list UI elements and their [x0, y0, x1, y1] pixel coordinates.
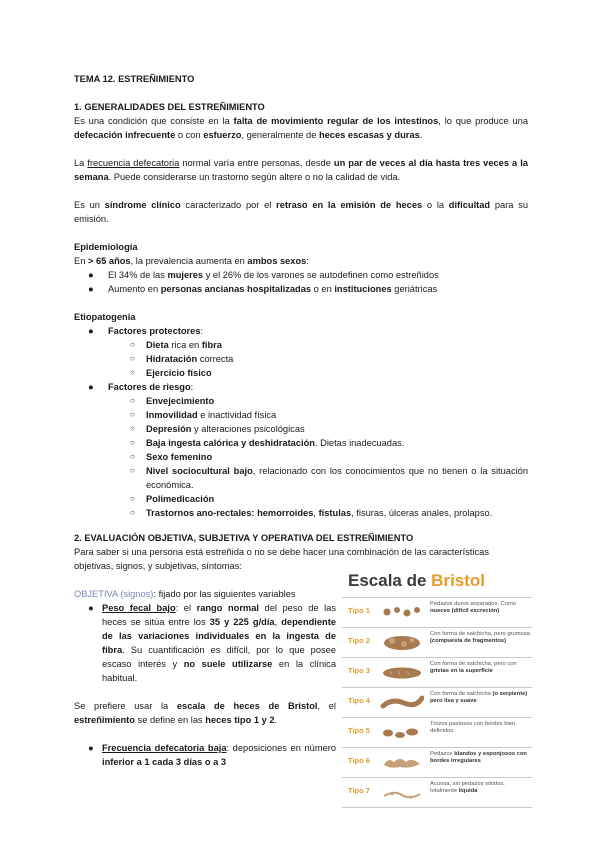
- bristol-type-label: Tipo 6: [348, 756, 370, 765]
- objective-signs: [74, 587, 336, 769]
- list-item: ○ Baja ingesta calórica y deshidratación. Dietas inadecuadas.: [130, 438, 405, 448]
- epidemiology-section: [74, 240, 528, 296]
- s1-paragraph-3: Es un síndrome clínico caracterizado por el retraso en la emisión de heces o la dificultad para su emisión.: [74, 200, 528, 224]
- bristol-row: [342, 597, 532, 627]
- bristol-type-description: Con forma de salchicha, pero con grietas en la superficie: [430, 661, 517, 674]
- epidemiology-intro: En > 65 años, la prevalencia aumenta en ambos sexos:: [74, 256, 309, 266]
- section-2-heading: 2. EVALUACIÓN OBJETIVA, SUBJETIVA Y OPERATIVA DEL ESTREÑIMIENTO: [74, 533, 414, 543]
- stool-type-icon: [380, 632, 424, 652]
- list-item: ● Factores protectores:: [88, 326, 204, 336]
- list-item: ○ Envejecimiento: [130, 396, 215, 406]
- list-item: ○ Hidratación correcta: [130, 354, 234, 364]
- list-item: ● Frecuencia defecatoria baja: deposiciones en número inferior a 1 cada 3 días o a 3: [88, 743, 337, 767]
- section-1-heading: 1. GENERALIDADES DEL ESTREÑIMIENTO: [74, 102, 265, 112]
- list-item: ● Factores de riesgo:: [88, 382, 194, 392]
- list-item: ● Aumento en personas ancianas hospitalizadas o en instituciones geriátricas: [88, 284, 438, 294]
- bristol-type-description: Con forma de salchicha (o serpiente) pero lisa y suave: [430, 691, 528, 704]
- list-item: ○ Sexo femenino: [130, 452, 213, 462]
- bristol-scale-figure: [342, 571, 532, 803]
- bristol-row: [342, 747, 532, 777]
- s1-paragraph-2: La frecuencia defecatoria normal varía entre personas, desde un par de veces al día hasta tres veces a la semana. Puede considerarse un trastorno según altere o no la calidad de vida.: [74, 158, 528, 182]
- list-item: ○ Dieta rica en fibra: [130, 340, 222, 350]
- bristol-type-label: Tipo 4: [348, 696, 370, 705]
- bristol-row: [342, 627, 532, 657]
- bristol-preference: Se prefiere usar la escala de heces de Bristol, el estreñimiento se define en las heces tipo 1 y 2.: [74, 701, 336, 725]
- bristol-row: [342, 777, 532, 808]
- list-item: ○ Polimedicación: [130, 494, 215, 504]
- bristol-title: Escala de Bristol: [348, 571, 486, 590]
- bristol-type-label: Tipo 1: [348, 606, 370, 615]
- bristol-type-description: Acuosa, sin pedazos sólidos, totalmente líquida: [430, 781, 505, 794]
- list-item: ○ Nivel sociocultural bajo, relacionado con los conocimientos que no tienen o la situación económica.: [130, 466, 528, 490]
- stool-type-icon: [380, 692, 424, 712]
- bristol-type-label: Tipo 3: [348, 666, 370, 675]
- list-item: ● El 34% de las mujeres y el 26% de los varones se autodefinen como estreñidos: [88, 270, 439, 280]
- epidemiology-heading: Epidemiología: [74, 242, 138, 252]
- document-title: TEMA 12. ESTREÑIMIENTO: [74, 74, 195, 84]
- bristol-type-label: Tipo 2: [348, 636, 370, 645]
- bristol-rows: [342, 597, 532, 808]
- stool-type-icon: [380, 752, 424, 772]
- list-item: ● Peso fecal bajo: el rango normal del peso de las heces se sitúa entre los 35 y 225 g/día, dependiente de las variaciones individuales en la ingesta de fibra. Su cuantificación es difícil, por lo que posee escaso interés y no suele utilizarse en la clínica habitual.: [88, 603, 337, 683]
- list-item: ○ Inmovilidad e inactividad física: [130, 410, 277, 420]
- bristol-type-description: Pedazos duros separados. Como nueces (difícil excreción): [430, 601, 517, 614]
- stool-type-icon: [380, 782, 424, 802]
- stool-type-icon: [380, 662, 424, 682]
- bristol-type-description: Trozos pastosos con bordes bien definidos: [430, 721, 516, 734]
- list-item: ○ Trastornos ano-rectales: hemorroides, fístulas, fisuras, úlceras anales, prolapso.: [130, 508, 493, 518]
- bristol-row: [342, 657, 532, 687]
- s1-paragraph-1: Es una condición que consiste en la falta de movimiento regular de los intestinos, lo que produce una defecación infrecuente o con esfuerzo, generalmente de heces escasas y duras.: [74, 116, 528, 140]
- etiopathogenesis-heading: Etiopatogenia: [74, 312, 136, 322]
- bristol-type-description: Pedazos blandos y esponjosos con bordes irregulares: [430, 751, 527, 764]
- bristol-row: [342, 687, 532, 717]
- stool-type-icon: [380, 602, 424, 622]
- objective-label: OBJETIVA (signos): fijado por las siguientes variables: [74, 589, 296, 599]
- bristol-type-label: Tipo 5: [348, 726, 370, 735]
- stool-type-icon: [380, 722, 424, 742]
- bristol-type-description: Con forma de salchicha, pero grumosa (compuesta de fragmentos): [430, 631, 530, 644]
- bristol-row: [342, 717, 532, 747]
- section-2-intro: Para saber si una persona está estreñida o no se debe hacer una combinación de las características objetivas, signos, y subjetivas, síntomas:: [74, 547, 489, 571]
- list-item: ○ Depresión y alteraciones psicológicas: [130, 424, 305, 434]
- bristol-type-label: Tipo 7: [348, 786, 370, 795]
- list-item: ○ Ejercicio físico: [130, 368, 212, 378]
- etiopathogenesis-section: [74, 310, 528, 520]
